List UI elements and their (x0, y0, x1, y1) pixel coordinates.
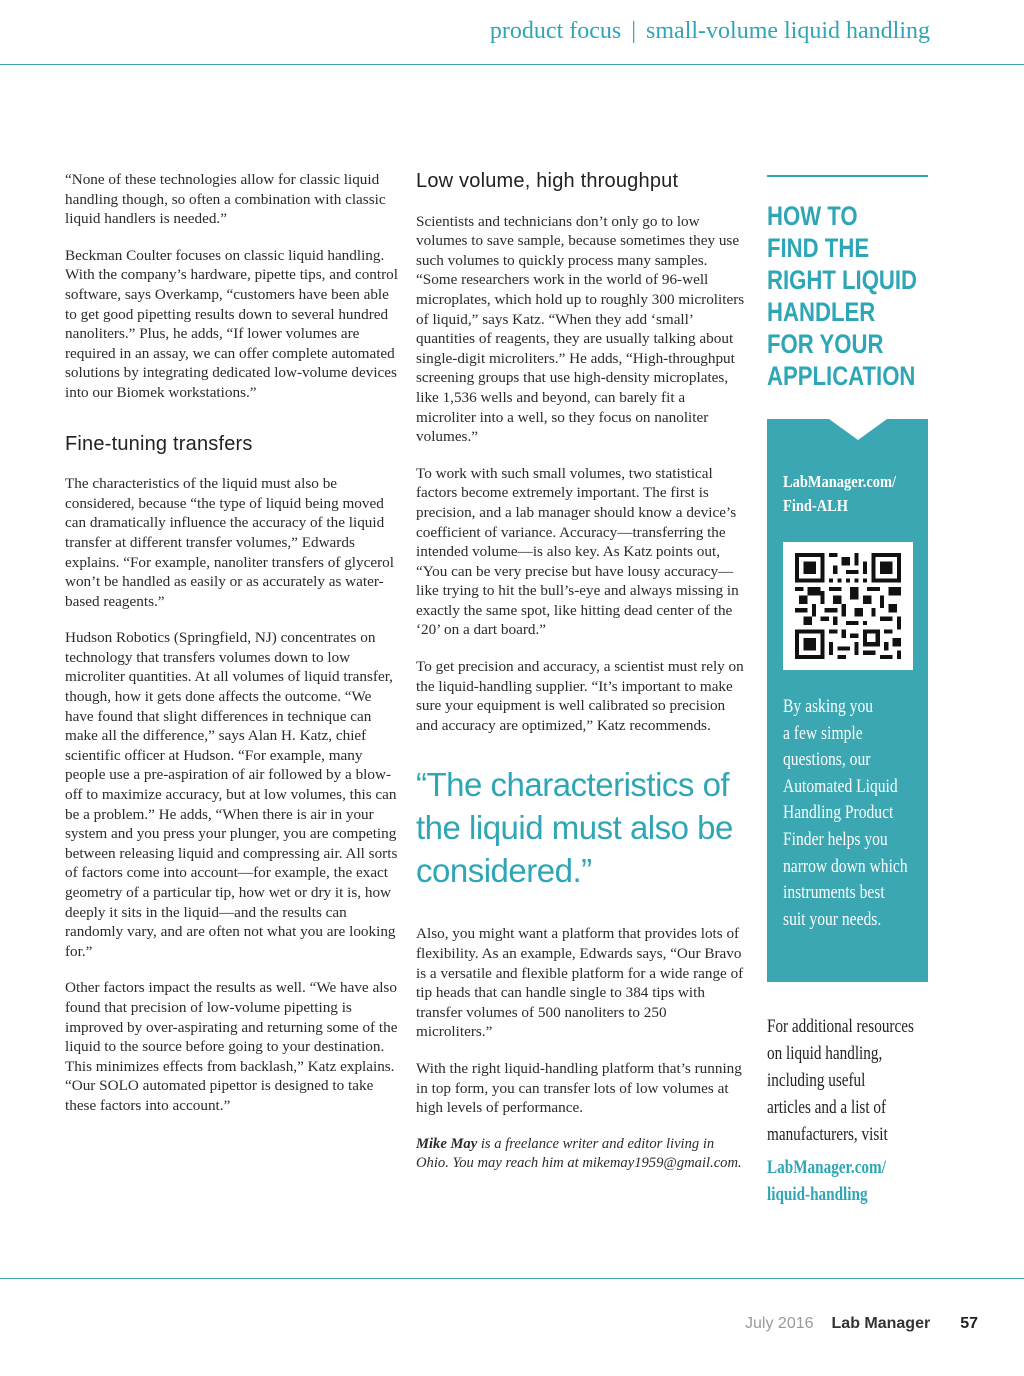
page-footer (745, 1315, 978, 1333)
section-heading: Low volume, high throughput (416, 170, 679, 192)
header-topic: small-volume liquid handling (646, 18, 930, 44)
sidebar-text-line: suit your needs. (783, 908, 882, 930)
resources-link-line: liquid-handling (767, 1184, 868, 1205)
paragraph: The characteristics of the liquid must also be considered, because “the type of liquid being moved can dramatically influence the accuracy of the liquid transfer at different transfer volumes,” Edwards explains. “For example, nanoliter transfers of glycerol won’t be handled as easily or as accurately as water-based reagents.” (65, 475, 394, 610)
sidebar-description (783, 694, 914, 933)
running-header (490, 18, 930, 45)
sidebar-title-line: APPLICATION (767, 361, 916, 391)
sidebar-rule (767, 175, 928, 177)
sidebar-text-line: Automated Liquid (783, 775, 898, 797)
footer-rule (0, 1278, 1024, 1279)
article-column-1 (65, 170, 400, 1133)
author-name: Mike May (416, 1135, 478, 1152)
qr-code[interactable] (783, 542, 913, 670)
paragraph: Hudson Robotics (Springfield, NJ) concentrates on technology that transfers volumes down to low microliter quantities. At all volumes of liquid transfer, though, how it gets done affects the outcome. “We have found that slight differences in technique can make all the difference,” says Alan H. Katz, chief scientific officer at Hudson. “For example, many people use a pre-aspiration of air followed by a blow-off to maximize accuracy, but at low volumes, this can be a problem.” He adds, “When there is air in your system and you press your plunger, you are competing between releasing liquid and compressing air. All sorts of factors come into account—for example, the exact geometry of a particular tip, how wet or dry it is, how deeply it sits in the liquid—and the results can randomly vary, and are often not what you are looking for.” (65, 629, 398, 960)
sidebar-title-line: FIND THE (767, 233, 870, 263)
resources-text-line: manufacturers, visit (767, 1124, 888, 1145)
sidebar-text-line: questions, our (783, 749, 871, 771)
sidebar-text-line: a few simple (783, 722, 863, 744)
finder-link[interactable] (783, 470, 919, 518)
sidebar-text-line: By asking you (783, 696, 874, 717)
resources-text-line: For additional resources (767, 1016, 914, 1037)
paragraph: “None of these technologies allow for classic liquid handling though, so often a combination with classic liquid handlers is needed.” (65, 171, 386, 228)
section-heading: Fine-tuning transfers (65, 432, 253, 455)
finder-link-line: LabManager.com/ (783, 472, 897, 491)
paragraph: To get precision and accuracy, a scientist must rely on the liquid-handling supplier. “It’s important to make sure your equipment is well calibrated so precision and accuracy are optimized,” Katz recommends. (416, 658, 744, 734)
sidebar-title-line: HANDLER (767, 297, 876, 327)
sidebar-text-line: narrow down which (783, 855, 908, 877)
header-separator: | (631, 18, 637, 44)
sidebar-title-line: FOR YOUR (767, 329, 884, 359)
paragraph: Beckman Coulter focuses on classic liquid handling. With the company’s hardware, pipette tips, and control software, says Overkamp, “customers have been able to get good pipetting results down to several hundred nanoliters.” Plus, he adds, “If lower volumes are required in an assay, we can offer complete automated solutions by integrating dedicated low-volume devices into our Biomek workstations.” (65, 246, 398, 401)
paragraph: Other factors impact the results as well. “We have also found that precision of low-volume pipetting is improved by over-aspirating and returning some of the liquid to the source before going to your destination. This minimizes effects from backlash,” Katz explains. “Our SOLO automated pipettor is designed to take these factors into account.” (65, 979, 398, 1114)
magazine-name: Lab Manager (831, 1315, 931, 1332)
issue-date: July 2016 (745, 1315, 814, 1332)
resources-text-line: articles and a list of (767, 1097, 887, 1118)
pull-quote: “The characteristics of the liquid must also be considered.” (416, 766, 733, 890)
sidebar-text-line: instruments best (783, 882, 885, 904)
sidebar-title-line: RIGHT LIQUID (767, 265, 918, 295)
sidebar-title (767, 200, 928, 392)
resources-text-line: on liquid handling, (767, 1043, 883, 1064)
resources-text-line: including useful (767, 1070, 866, 1091)
header-section: product focus (489, 18, 622, 44)
author-byline (416, 1135, 746, 1174)
author-bio: is a freelance writer and editor living in Ohio. You may reach him at mikemay1959@gmail.com. (416, 1135, 742, 1172)
additional-resources (767, 1013, 919, 1208)
paragraph: To work with such small volumes, two statistical factors become extremely important. The first is precision, and a lab manager should know a device’s coefficient of variance. Accuracy—transferring the intended volume—is also key. As Katz points out, “You can be very precise but have lousy accuracy—like trying to hit the bull’s-eye and always missing in exactly the same spot, like hitting dead center of the ‘20’ on a dart board.” (416, 464, 739, 639)
sidebar-text-line: Finder helps you (783, 828, 888, 850)
finder-link-line: Find-ALH (783, 496, 849, 515)
paragraph: With the right liquid-handling platform that’s running in top form, you can transfer lots of low volumes at high levels of performance. (416, 1060, 742, 1117)
paragraph: Scientists and technicians don’t only go to low volumes to save sample, because sometimes they use such volumes to quickly process many samples. “Some researchers work in the world of 96-well microplates, which hold up to roughly 300 microliters of liquid,” says Katz. “When they add ‘small’ quantities of reagents, they are usually talking about single-digit microliters.” He adds, “High-throughput screening groups that use high-density microplates, like 1,536 wells and beyond, can barely fit a microliter into a well, so they focus on nanoliter volumes.” (416, 212, 745, 446)
qr-code-icon (795, 553, 901, 659)
sidebar-title-line: HOW TO (767, 201, 858, 231)
header-rule (0, 64, 1024, 65)
resources-link[interactable] (767, 1154, 919, 1208)
paragraph: Also, you might want a platform that provides lots of flexibility. As an example, Edwards says, “Our Bravo is a versatile and flexible platform for a wide range of tip heads that can handle single to 384 tips with transfer volumes of 500 nanoliters to 250 microliters.” (416, 925, 744, 1041)
sidebar-text-line: Handling Product (783, 802, 894, 824)
article-column-2 (416, 172, 746, 1191)
sidebar-notch (829, 419, 887, 440)
page-number: 57 (960, 1315, 978, 1332)
resources-link-line: LabManager.com/ (767, 1157, 886, 1178)
